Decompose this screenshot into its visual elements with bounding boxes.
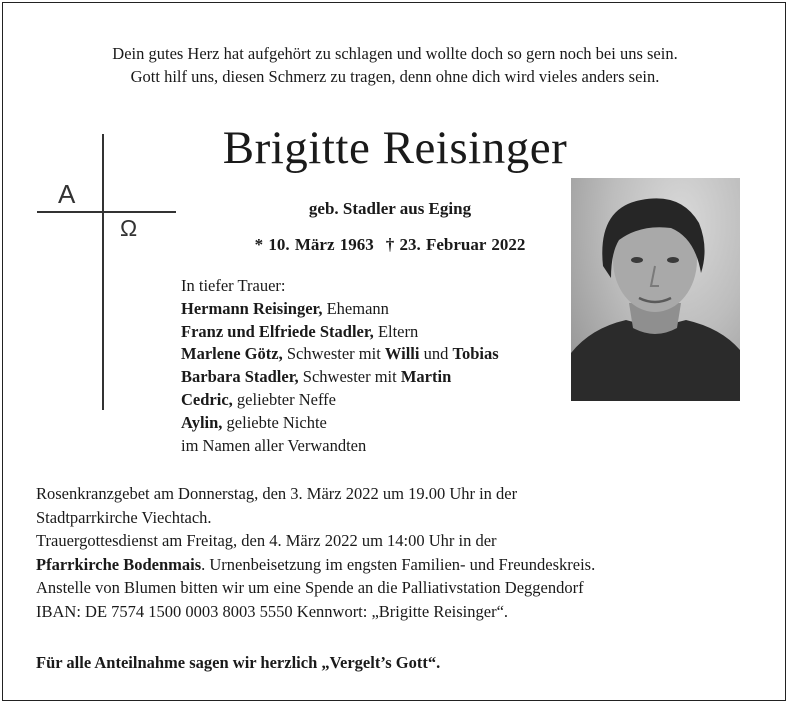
mourner-child-name: Willi: [384, 344, 420, 364]
info-line: IBAN: DE 7574 1500 0003 8003 5550 Kennwort: „Brigitte Reisinger“.: [36, 601, 509, 621]
mourner-row: [181, 321, 499, 344]
mourner-name: Franz und Elfriede Stadler,: [181, 321, 374, 341]
mourner-name: Aylin,: [181, 412, 223, 432]
mourner-relation: Schwester mit: [298, 367, 401, 387]
mourners-intro: In tiefer Trauer:: [181, 276, 286, 295]
mourner-row: [181, 389, 499, 412]
cross-vertical-bar: [102, 134, 104, 410]
info-line: Trauergottesdienst am Freitag, den 4. März 2022 um 14:00 Uhr in der: [36, 531, 497, 550]
alpha-symbol: A: [58, 179, 76, 209]
birth-date: * 10. März 1963: [254, 235, 374, 254]
info-line: Anstelle von Blumen bitten wir um eine Spende an die Palliativstation Deggendorf: [36, 578, 584, 597]
info-line: Stadtparrkirche Viechtach.: [36, 507, 212, 527]
omega-symbol: Ω: [120, 215, 138, 241]
thanks-line: Für alle Anteilnahme sagen wir herzlich „Vergelt’s Gott“.: [36, 653, 441, 672]
mourner-row: [181, 412, 499, 435]
mourner-name: Cedric,: [181, 389, 233, 409]
memorial-verse: [0, 42, 790, 88]
service-information: [36, 482, 595, 623]
portrait-figure: [571, 178, 740, 401]
mourner-name: Marlene Götz,: [181, 344, 283, 364]
mourner-relation: Ehemann: [322, 298, 389, 318]
info-line: Rosenkranzgebet am Donnerstag, den 3. März 2022 um 19.00 Uhr in der: [36, 484, 518, 503]
church-name: Pfarrkirche Bodenmais: [36, 554, 202, 574]
maiden-name-origin: geb. Stadler aus Eging: [308, 199, 472, 218]
mourner-conjunction: und: [419, 344, 453, 364]
mourner-name: Barbara Stadler,: [181, 367, 299, 387]
verse-line-2: Gott hilf uns, diesen Schmerz zu tragen, denn ohne dich wird vieles anders sein.: [130, 67, 660, 86]
portrait-photo: [571, 178, 740, 401]
mourner-child-name: Martin: [400, 367, 452, 387]
burial-note: . Urnenbeisetzung im engsten Familien- und Freundeskreis.: [201, 554, 596, 574]
deceased-name: Brigitte Reisinger: [222, 122, 568, 174]
mourner-relation: Eltern: [373, 321, 419, 341]
mourner-child-name: Tobias: [452, 344, 499, 364]
mourner-relation: geliebter Neffe: [232, 389, 337, 409]
cross-horizontal-bar: [37, 211, 176, 213]
mourner-row: [181, 298, 499, 321]
mourners-list: [181, 275, 499, 457]
mourners-closing: im Namen aller Verwandten: [181, 435, 367, 455]
life-dates: [190, 234, 590, 256]
verse-line-1: Dein gutes Herz hat aufgehört zu schlagen und wollte doch so gern noch bei uns sein.: [112, 44, 678, 63]
mourner-row: [181, 343, 499, 366]
info-line: [36, 553, 595, 577]
mourner-relation: Schwester mit: [282, 344, 385, 364]
mourner-name: Hermann Reisinger,: [181, 298, 323, 318]
mourner-relation: geliebte Nichte: [222, 412, 327, 432]
death-date: † 23. Februar 2022: [385, 235, 526, 254]
mourner-row: [181, 366, 499, 389]
